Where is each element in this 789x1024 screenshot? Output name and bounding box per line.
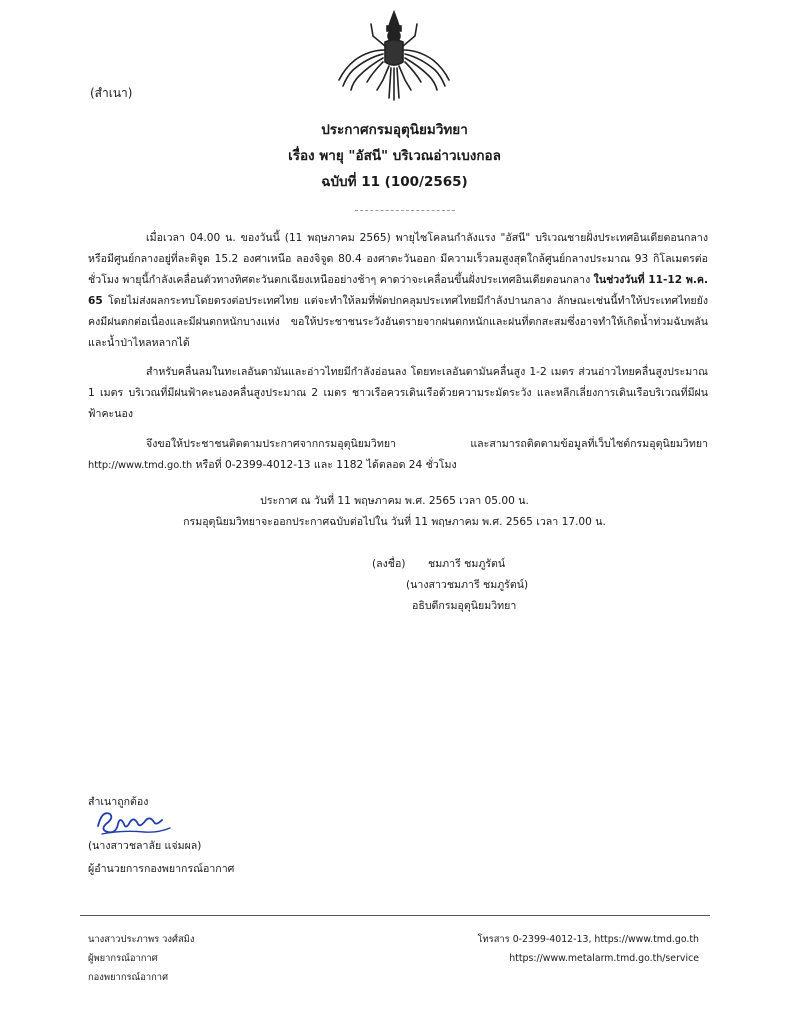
signed-name: ชมภารี ชมภูรัตน์ <box>428 558 506 570</box>
tmd-website-link[interactable]: http://www.tmd.go.th <box>88 460 193 471</box>
doc-subject: เรื่อง พายุ "อัสนี" บริเวณอ่าวเบงกอล <box>288 148 501 164</box>
footer-contact-division: กองพยากรณ์อากาศ <box>88 972 169 983</box>
signer-full-name: (นางสาวชมภารี ชมภูรัตน์) <box>406 579 529 591</box>
footer-contact-role: ผู้พยากรณ์อากาศ <box>88 953 158 964</box>
doc-title: ประกาศกรมอุตุนิยมวิทยา <box>321 122 468 138</box>
footer-contact-name: นางสาวประภาพร วงศ์สมิง <box>88 934 195 945</box>
certifier-title: ผู้อำนวยการกองพยากรณ์อากาศ <box>88 863 235 875</box>
announcement-time: ประกาศ ณ วันที่ 11 พฤษภาคม พ.ศ. 2565 เวลา 05.00 น. <box>260 495 529 507</box>
footer-right <box>477 930 699 968</box>
signed-label: (ลงชื่อ) <box>372 558 406 570</box>
footer-fax-website[interactable]: โทรสาร 0-2399-4012-13, https://www.tmd.go.th <box>477 934 699 945</box>
para1-date-range: ในช่วงวันที่ 11-12 พ.ค. 65 <box>88 274 709 307</box>
para3-text-b: หรือที่ 0-2399-4012-13 และ 1182 ได้ตลอด 24 ชั่วโมง <box>192 459 457 471</box>
para3-text-a: จึงขอให้ประชาชนติดตามประกาศจากกรมอุตุนิยมวิทยา และสามารถติดตามข้อมูลที่เว็บไซต์กรมอุตุนิยมวิทยา <box>146 438 708 450</box>
garuda-emblem-icon <box>333 10 455 102</box>
certifier-name: (นางสาวชลาลัย แจ่มผล) <box>88 840 202 852</box>
para2-text: สำหรับคลื่นลมในทะเลอันดามันและอ่าวไทยมีกำลังอ่อนลง โดยทะเลอันดามันคลื่นสูง 1-2 เมตร ส่วนอ่าวไทยคลื่นสูงประมาณ 1 เมตร บริเวณที่มีฝนฟ้าคะนองคลื่นสูงประมาณ 2 เมตร ชาวเรือควรเดินเรือด้วยความระมัดระวัง และหลีกเลี่ยงการเดินเรือบริเวณที่มีฝนฟ้าคะนอง <box>88 366 708 420</box>
copy-mark: (สำเนา) <box>90 86 133 100</box>
certified-copy-label: สำเนาถูกต้อง <box>88 796 149 808</box>
title-divider <box>355 210 455 211</box>
para1-text-a: เมื่อเวลา 04.00 น. ของวันนี้ (11 พฤษภาคม 2565) พายุไซโคลนกำลังแรง "อัสนี" บริเวณชายฝั่งประเทศอินเดียตอนกลาง หรือมีศูนย์กลางอยู่ที่ละติจูด 15.2 องศาเหนือ ลองจิจูด 80.4 องศาตะวันออก มีความเร็วลมสูงสุดใกล้ศูนย์กลางประมาณ 93 กิโลเมตรต่อชั่วโมง พายุนี้กำลังเคลื่อนตัวทางทิศตะวันตกเฉียงเหนืออย่างช้าๆ คาดว่าจะเคลื่อนขึ้นฝั่งประเทศอินเดียตอนกลาง <box>88 232 708 286</box>
footer-service-link[interactable]: https://www.metalarm.tmd.go.th/service <box>509 953 699 964</box>
signature-icon <box>92 806 177 840</box>
para1-text-b: โดยไม่ส่งผลกระทบโดยตรงต่อประเทศไทย แต่จะทำให้ลมที่พัดปกคลุมประเทศไทยมีกำลังปานกลาง ลักษณะเช่นนี้ทำให้ประเทศไทยยังคงมีฝนตกต่อเนื่องและมีฝนตกหนักบางแห่ง ขอให้ประชาชนระวังอันตรายจากฝนตกหนักและฝนที่ตกสะสมซึ่งอาจทำให้เกิดน้ำท่วมฉับพลันและน้ำป่าไหลหลากได้ <box>88 295 708 349</box>
paragraph-sea-conditions <box>88 362 708 425</box>
footer-divider <box>80 915 710 916</box>
doc-issue-number: ฉบับที่ 11 (100/2565) <box>321 174 468 190</box>
signer-title: อธิบดีกรมอุตุนิยมวิทยา <box>412 600 517 612</box>
paragraph-storm-status <box>88 228 708 354</box>
footer-left <box>88 930 194 987</box>
paragraph-follow-updates <box>88 434 708 476</box>
next-issue-time: กรมอุตุนิยมวิทยาจะออกประกาศฉบับต่อไปใน วันที่ 11 พฤษภาคม พ.ศ. 2565 เวลา 17.00 น. <box>183 516 606 528</box>
